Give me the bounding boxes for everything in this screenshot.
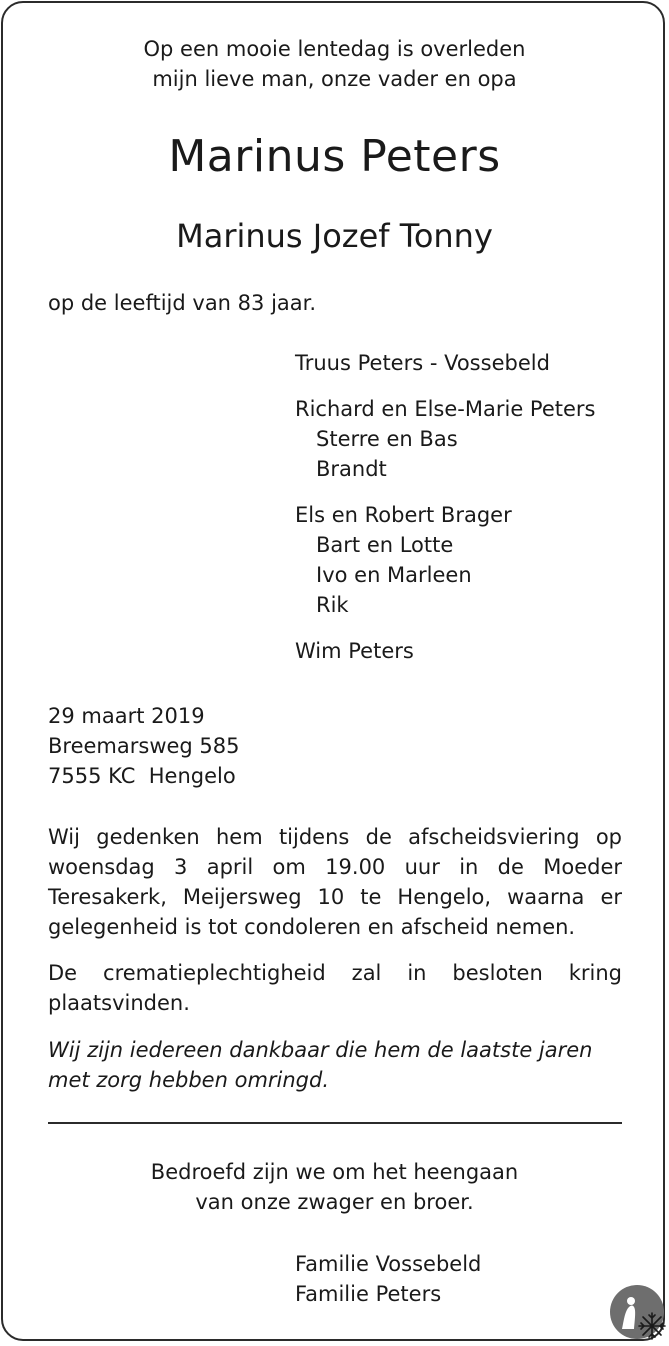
grandchild-entry: Sterre en Bas	[316, 427, 458, 451]
family-group	[295, 394, 595, 484]
deceased-name: Marinus Peters	[168, 131, 501, 182]
intro-line: mijn lieve man, onze vader en opa	[152, 67, 517, 91]
intro-text	[0, 34, 669, 94]
notice-date: 29 maart 2019	[48, 704, 205, 728]
family-group	[295, 348, 595, 378]
section-divider	[48, 1122, 622, 1124]
cremation-paragraph: De crematieplechtigheid zal in besloten kring plaatsvinden.	[48, 961, 622, 1015]
memorial-logo-icon	[608, 1283, 666, 1341]
family-member: Wim Peters	[295, 639, 414, 663]
date-and-address	[48, 701, 240, 791]
grandchild-entry: Brandt	[316, 457, 387, 481]
second-notice-line: Bedroefd zijn we om het heengaan	[150, 1160, 519, 1184]
signatories	[295, 1249, 481, 1309]
age-line: op de leeftijd van 83 jaar.	[48, 291, 317, 315]
grandchild-entry: Bart en Lotte	[316, 533, 454, 557]
family-member: Richard en Else-Marie Peters	[295, 397, 596, 421]
second-notice-line: van onze zwager en broer.	[195, 1190, 474, 1214]
family-list	[295, 348, 595, 682]
deceased-full-name: Marinus Jozef Tonny	[176, 217, 493, 255]
address-city: 7555 KC Hengelo	[48, 764, 236, 788]
family-member: Els en Robert Brager	[295, 503, 512, 527]
grandchild-entry: Ivo en Marleen	[316, 563, 472, 587]
grandchild-entry: Rik	[316, 593, 349, 617]
signatory: Familie Peters	[295, 1282, 442, 1306]
thanks-paragraph: Wij zijn iedereen dankbaar die hem de laatste jaren met zorg hebben omringd.	[48, 1038, 593, 1092]
family-group	[295, 500, 595, 620]
family-group	[295, 636, 595, 666]
signatory: Familie Vossebeld	[295, 1252, 482, 1276]
second-notice-text	[0, 1157, 669, 1217]
family-member: Truus Peters - Vossebeld	[295, 351, 550, 375]
address-street: Breemarsweg 585	[48, 734, 240, 758]
intro-line: Op een mooie lentedag is overleden	[143, 37, 526, 61]
service-paragraph: Wij gedenken hem tijdens de afscheidsviering op woensdag 3 april om 19.00 uur in de Moeder Teresakerk, Meijersweg 10 te Hengelo, waarna er gelegenheid is tot condoleren en afscheid nemen.	[48, 825, 622, 939]
